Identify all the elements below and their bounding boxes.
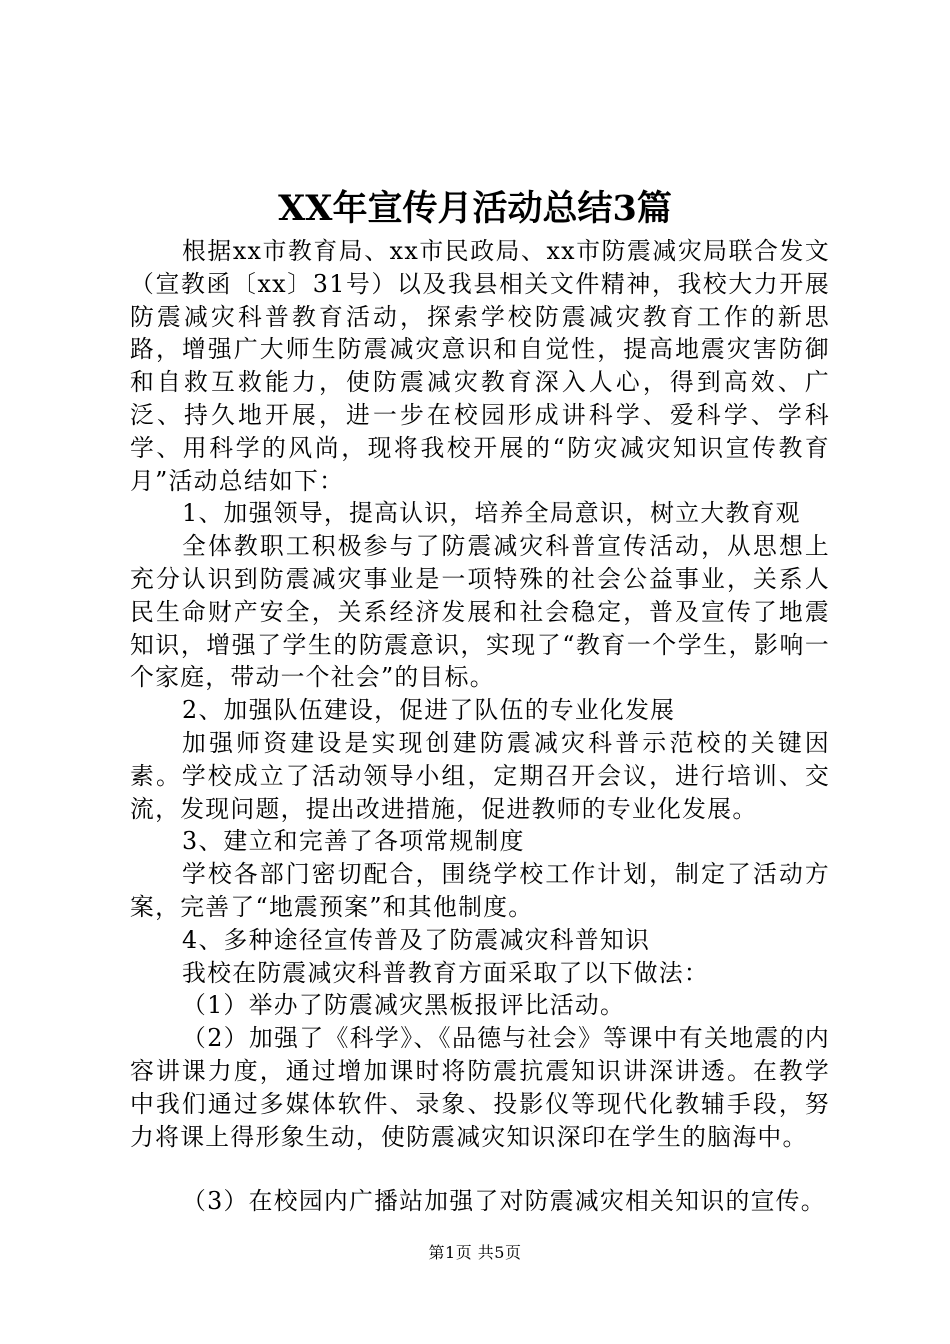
page-footer: 第1页 共5页 <box>428 1243 522 1262</box>
section-paragraph-4: 我校在防震减灾科普教育方面采取了以下做法： <box>182 958 710 987</box>
list-item-3: （3）在校园内广播站加强了对防震减灾相关知识的宣传。 <box>182 1187 826 1216</box>
section-heading-1: 1、加强领导，提高认识，培养全局意识，树立大教育观 <box>182 499 801 528</box>
section-paragraph-2: 加强师资建设是实现创建防震减灾科普示范校的关键因素。学校成立了活动领导小组，定期召开会议，进行培训、交流，发现问题，提出改进措施，促进教师的专业化发展。 <box>130 728 830 823</box>
section-heading-2: 2、加强队伍建设，促进了队伍的专业化发展 <box>182 696 676 725</box>
document-body <box>130 235 830 1218</box>
section-heading-4: 4、多种途径宣传普及了防震减灾科普知识 <box>182 925 651 954</box>
list-item-1: （1）举办了防震减灾黑板报评比活动。 <box>182 991 626 1020</box>
section-heading-3: 3、建立和完善了各项常规制度 <box>182 827 525 856</box>
list-item-2: （2）加强了《科学》、《品德与社会》等课中有关地震的内容讲课力度，通过增加课时将防震抗震知识讲深讲透。在教学中我们通过多媒体软件、录象、投影仪等现代化教辅手段，努力将课上得形象生动，使防震减灾知识深印在学生的脑海中。 <box>130 1024 830 1151</box>
document-title: XX年宣传月活动总结3篇 <box>278 188 672 229</box>
section-paragraph-1: 全体教职工积极参与了防震减灾科普宣传活动，从思想上充分认识到防震减灾事业是一项特殊的社会公益事业，关系人民生命财产安全，关系经济发展和社会稳定，普及宣传了地震知识，增强了学生的防震意识，实现了“教育一个学生，影响一个家庭，带动一个社会”的目标。 <box>130 532 830 692</box>
intro-paragraph: 根据xx市教育局、xx市民政局、xx市防震减灾局联合发文（宣教函〔xx〕31号）以及我县相关文件精神，我校大力开展防震减灾科普教育活动，探索学校防震减灾教育工作的新思路，增强广大师生防震减灾意识和自觉性，提高地震灾害防御和自救互救能力，使防震减灾教育深入人心，得到高效、广泛、持久地开展，进一步在校园形成讲科学、爱科学、学科学、用科学的风尚，现将我校开展的“防灾减灾知识宣传教育月”活动总结如下： <box>130 237 830 495</box>
section-paragraph-3: 学校各部门密切配合，围绕学校工作计划，制定了活动方案，完善了“地震预案”和其他制度。 <box>130 860 830 921</box>
paragraph-spacer <box>130 1153 830 1185</box>
